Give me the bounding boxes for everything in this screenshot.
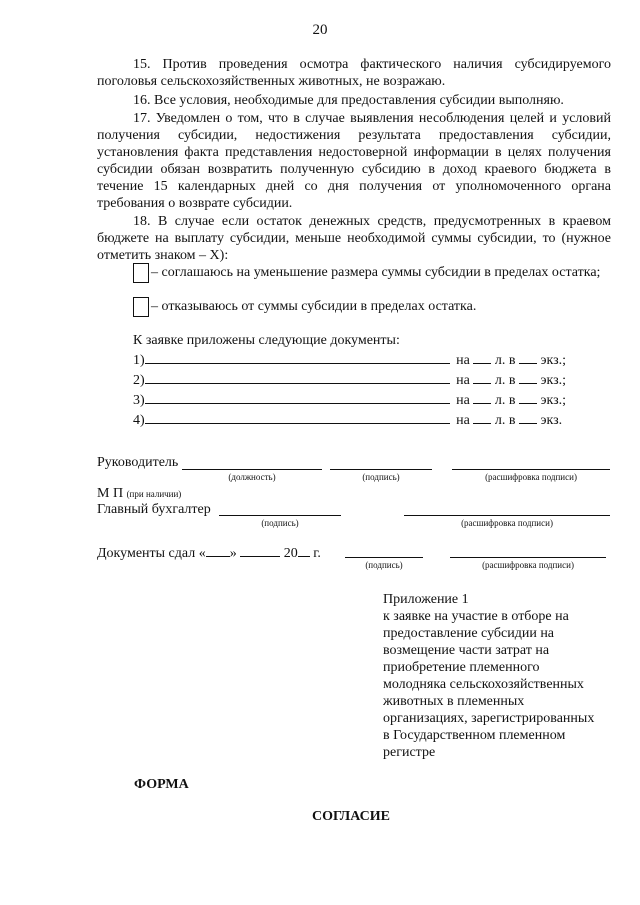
annex-line: животных в племенных [383, 694, 525, 709]
annex-line: возмещение части затрат на [383, 643, 550, 658]
stamp-label: М П (при наличии) [97, 486, 182, 501]
submitted-signature-line [345, 557, 423, 558]
form-label: ФОРМА [134, 777, 189, 792]
head-position-line [182, 469, 322, 470]
annex-line: организациях, зарегистрированных [383, 711, 595, 726]
attachment-row: 1) на л. в экз.; [133, 350, 566, 370]
attachment-row: 4) на л. в экз. [133, 410, 566, 430]
annex-line: в Государственном племенном [383, 728, 566, 743]
option-agree: – соглашаюсь на уменьшение размера суммы субсидии в пределах остатка; [97, 263, 611, 283]
caption-decoding: (расшифровка подписи) [482, 560, 574, 570]
submitted-decoding-line [450, 557, 606, 558]
page-number: 20 [312, 22, 328, 38]
paragraph-15: 15. Против проведения осмотра фактического наличия субсидируемого поголовья сельскохозяйственных животных, не возражаю. [97, 57, 611, 89]
head-decoding-line [452, 469, 610, 470]
caption-signature: (подпись) [261, 518, 299, 528]
caption-decoding: (расшифровка подписи) [461, 518, 553, 528]
annex-line: приобретение племенного [383, 660, 540, 675]
agree-checkbox[interactable] [133, 263, 149, 283]
paragraph-17: 17. Уведомлен о том, что в случае выявления несоблюдения целей и условий получения субсидии, недостижения результата предоставления субсидии, установления факта представления недостоверной информации в целях получения субсидии обязан возвратить полученную субсидию в доход краевого бюджета в течение 15 календарных дней со дня получения от уполномоченного органа требования о возврате субсидии. [97, 111, 611, 211]
caption-signature: (подпись) [365, 560, 403, 570]
accountant-signature-line [219, 515, 341, 516]
paragraph-18: 18. В случае если остаток денежных средств, предусмотренных в краевом бюджете на выплату субсидии, меньше необходимой суммы субсидии, то (нужное отметить знаком – X): [97, 214, 611, 263]
annex-line: к заявке на участие в отборе на [383, 609, 569, 624]
attachment-row: 3) на л. в экз.; [133, 390, 566, 410]
option-refuse: – отказываюсь от суммы субсидии в пределах остатка. [97, 297, 611, 317]
paragraph-16: 16. Все условия, необходимые для предоставления субсидии выполняю. [133, 93, 564, 108]
annex-block [383, 591, 623, 761]
refuse-checkbox[interactable] [133, 297, 149, 317]
attachments-intro: К заявке приложены следующие документы: [133, 333, 400, 348]
annex-line: предоставление субсидии на [383, 626, 555, 641]
accountant-decoding-line [404, 515, 610, 516]
annex-line: молодняка сельскохозяйственных [383, 677, 584, 692]
caption-signature: (подпись) [362, 472, 400, 482]
submitted-line: Документы сдал « » 20 г. [97, 543, 321, 562]
caption-decoding: (расшифровка подписи) [485, 472, 577, 482]
head-signature-line [330, 469, 432, 470]
head-label: Руководитель [97, 455, 179, 470]
attachments-list [133, 350, 566, 430]
accountant-label: Главный бухгалтер [97, 502, 211, 517]
consent-title: СОГЛАСИЕ [312, 809, 390, 824]
annex-title: Приложение 1 [383, 592, 469, 607]
annex-line: регистре [383, 745, 436, 760]
attachment-row: 2) на л. в экз.; [133, 370, 566, 390]
caption-position: (должность) [228, 472, 276, 482]
